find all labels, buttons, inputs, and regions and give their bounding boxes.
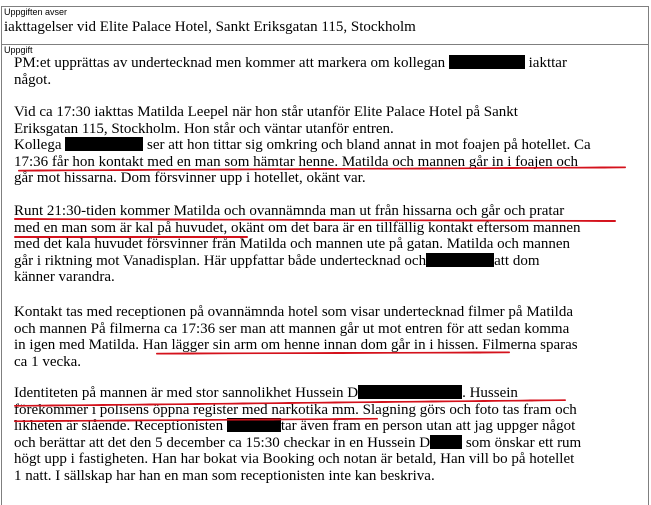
text-segment: och berättar att det den 5 december ca 15:30 checkar in en Hussein D: [14, 434, 431, 451]
text-line: 17:36 får hon kontakt med en man som hämtar henne. Matilda och mannen går in i foajen och: [14, 153, 579, 170]
text-line: [14, 435, 644, 452]
text-line: [14, 253, 644, 270]
text-segment: att dom: [494, 252, 540, 269]
paragraph-1: [14, 55, 644, 88]
redaction-block: [426, 253, 494, 267]
text-line: går mot hissarna. Dom försvinner upp i hotellet, okänt var.: [14, 170, 366, 186]
text-segment: som önskar ett rum: [465, 434, 582, 451]
text-segment: Kollega: [14, 137, 62, 153]
paragraph-4: [14, 304, 644, 370]
text-line: Runt 21:30-tiden kommer Matilda och ovannämnda man ut från hissarna och går och pratar: [14, 203, 565, 219]
paragraph-2: [14, 104, 644, 187]
text-line: Kontakt tas med receptionen på ovannämnda hotel som visar undertecknad filmer på Matilda: [14, 304, 573, 320]
text-segment: . Hussein: [462, 385, 518, 401]
text-line: känner varandra.: [14, 269, 115, 285]
header-value: iakttagelser vid Elite Palace Hotel, Sankt Eriksgatan 115, Stockholm: [4, 19, 416, 35]
text-line: förekommer i polisens öppna register med narkotika mm. Slagning görs och foto tas fram och: [14, 401, 577, 418]
text-segment: går i riktning mot Vanadisplan. Här uppfattar både undertecknad och: [14, 252, 427, 269]
text-line: [14, 137, 644, 154]
text-line: 1 natt. I sällskap har han en man som receptionisten inte kan beskriva.: [14, 467, 435, 484]
text-line: med det kala huvudet försvinner från Matilda och mannen ute på gatan. Matilda och mannen: [14, 236, 571, 252]
section-label: Uppgift: [4, 45, 33, 55]
text-line: Vid ca 17:30 iakttas Matilda Leepel när hon står utanför Elite Palace Hotel på Sankt: [14, 104, 518, 120]
red-underline: [14, 236, 248, 238]
text-line: något.: [14, 71, 52, 88]
redaction-block: [430, 435, 462, 449]
redaction-block: [358, 385, 462, 399]
text-segment: tar även fram en person utan att jag uppger något: [280, 418, 576, 434]
redaction-block: [65, 137, 143, 151]
text-line: ca 1 vecka.: [14, 353, 82, 370]
text-line: med en man som är kal på huvudet, okänt om det bara är en tillfällig kontakt eftersom mannen: [14, 219, 581, 236]
redaction-block: [449, 55, 525, 69]
text-segment: in igen med Matilda.: [14, 337, 143, 353]
text-segment: Identiteten på mannen är med stor sannolikhet Hussein D: [14, 385, 359, 401]
text-segment: likheten är slående. Receptionisten: [14, 418, 224, 434]
paragraph-3: [14, 203, 644, 286]
text-line: Eriksgatan 115, Stockholm. Hon står och väntar utanför entren.: [14, 120, 394, 137]
text-segment: iakttar: [528, 55, 567, 71]
text-line: [14, 55, 644, 72]
text-segment: PM:et upprättas av undertecknad men kommer att markera om kollegan: [14, 55, 446, 71]
text-line: högt upp i fastigheten. Han har bokat via Booking och notan är betald, Han vill bo på hotellet: [14, 451, 575, 467]
underlined-text: Han lägger sin arm om henne innan dom går in i hissen: [142, 337, 475, 353]
text-segment: . Filmerna sparas: [474, 337, 578, 353]
text-segment: ser att hon tittar sig omkring och bland annat in mot foajen på hotellet. Ca: [146, 137, 591, 153]
header-label: Uppgiften avser: [4, 7, 68, 17]
text-line: och mannen På filmerna ca 17:36 ser man att mannen går ut mot entren för att sedan komma: [14, 320, 570, 337]
